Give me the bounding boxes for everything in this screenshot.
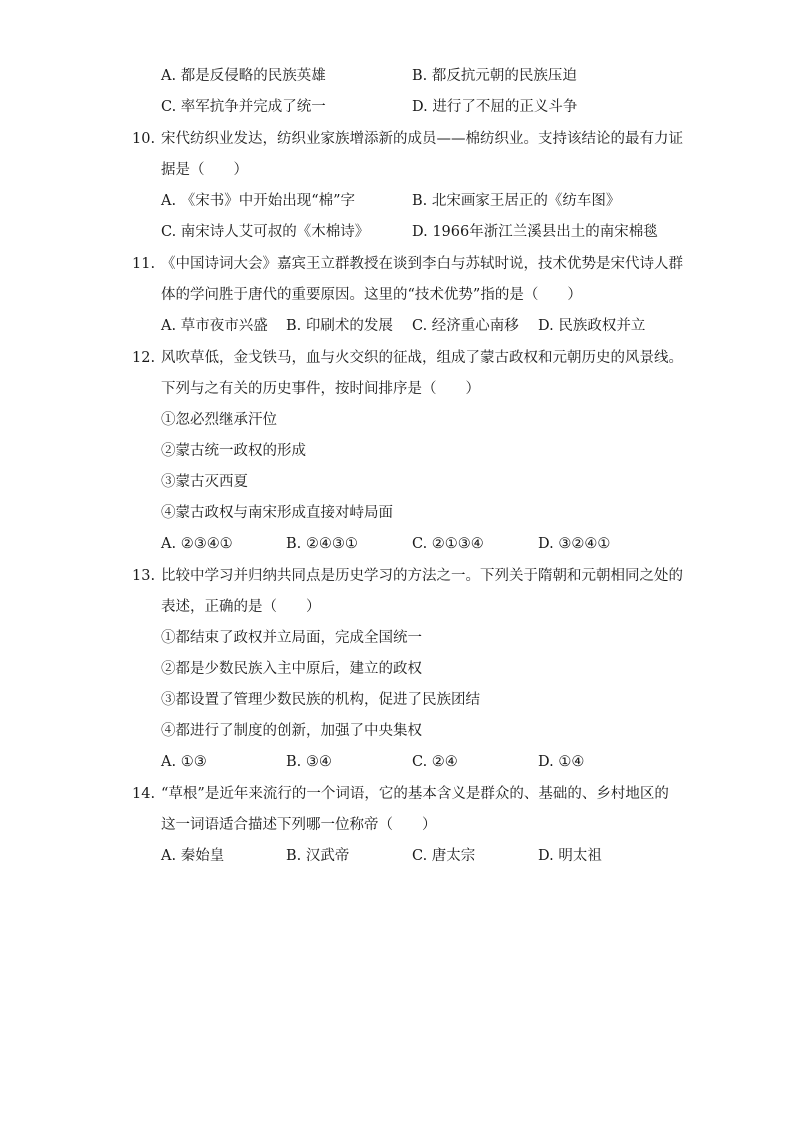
q13-stem-line2: 表述，正确的是（ ） <box>161 599 321 615</box>
q9-option-a: A. 都是反侵略的民族英雄 <box>161 68 326 84</box>
q13-item-4: ④都进行了制度的创新，加强了中央集权 <box>161 723 422 739</box>
q13-option-b: B. ③④ <box>286 754 332 770</box>
q9-option-b: B. 都反抗元朝的民族压迫 <box>412 68 577 84</box>
q12-option-a: A. ②③④① <box>161 536 233 552</box>
q13-option-c: C. ②④ <box>412 754 458 770</box>
q14-option-b: B. 汉武帝 <box>286 848 350 864</box>
q14-option-d: D. 明太祖 <box>538 848 602 864</box>
q14-stem-line2: 这一词语适合描述下列哪一位称帝（ ） <box>161 817 437 833</box>
q10-option-b: B. 北宋画家王居正的《纺车图》 <box>412 193 621 209</box>
q11-option-c: C. 经济重心南移 <box>412 318 519 334</box>
q11-stem-line1: 《中国诗词大会》嘉宾王立群教授在谈到李白与苏轼时说，技术优势是宋代诗人群 <box>161 256 683 272</box>
q13-option-a: A. ①③ <box>161 754 207 770</box>
q12-number: 12. <box>132 350 156 366</box>
q10-stem-line2: 据是（ ） <box>161 162 248 178</box>
q12-item-2: ②蒙古统一政权的形成 <box>161 443 306 459</box>
q9-option-d: D. 进行了不屈的正义斗争 <box>412 99 578 115</box>
q11-number: 11. <box>132 256 156 272</box>
q12-stem-line1: 风吹草低，金戈铁马，血与火交织的征战，组成了蒙古政权和元朝历史的风景线。 <box>161 350 683 366</box>
q12-item-1: ①忽必烈继承汗位 <box>161 412 277 428</box>
q12-option-c: C. ②①③④ <box>412 536 484 552</box>
q13-option-d: D. ①④ <box>538 754 585 770</box>
q12-option-b: B. ②④③① <box>286 536 358 552</box>
q12-item-3: ③蒙古灭西夏 <box>161 474 248 490</box>
q10-stem-line1: 宋代纺织业发达，纺织业家族增添新的成员——棉纺织业。支持该结论的最有力证 <box>161 131 683 147</box>
q12-item-4: ④蒙古政权与南宋形成直接对峙局面 <box>161 505 393 521</box>
q13-item-3: ③都设置了管理少数民族的机构，促进了民族团结 <box>161 692 480 708</box>
q10-number: 10. <box>132 131 156 147</box>
q11-option-d: D. 民族政权并立 <box>538 318 646 334</box>
q13-item-2: ②都是少数民族入主中原后，建立的政权 <box>161 661 422 677</box>
q14-option-a: A. 秦始皇 <box>161 848 225 864</box>
q11-option-a: A. 草市夜市兴盛 <box>161 318 268 334</box>
q12-option-d: D. ③②④① <box>538 536 611 552</box>
q9-option-c: C. 率军抗争并完成了统一 <box>161 99 326 115</box>
q14-option-c: C. 唐太宗 <box>412 848 476 864</box>
q13-item-1: ①都结束了政权并立局面，完成全国统一 <box>161 630 422 646</box>
q10-option-a: A. 《宋书》中开始出现“棉”字 <box>161 193 356 209</box>
q10-option-d: D. 1966年浙江兰溪县出土的南宋棉毯 <box>412 224 658 240</box>
q14-number: 14. <box>132 786 156 802</box>
q10-option-c: C. 南宋诗人艾可叔的《木棉诗》 <box>161 224 370 240</box>
q12-stem-line2: 下列与之有关的历史事件，按时间排序是（ ） <box>161 381 480 397</box>
q11-stem-line2: 体的学问胜于唐代的重要原因。这里的“技术优势”指的是（ ） <box>161 287 582 303</box>
q13-number: 13. <box>132 568 156 584</box>
q14-stem-line1: “草根”是近年来流行的一个词语，它的基本含义是群众的、基础的、乡村地区的 <box>161 786 669 802</box>
q13-stem-line1: 比较中学习并归纳共同点是历史学习的方法之一。下列关于隋朝和元朝相同之处的 <box>161 568 683 584</box>
q11-option-b: B. 印刷术的发展 <box>286 318 393 334</box>
